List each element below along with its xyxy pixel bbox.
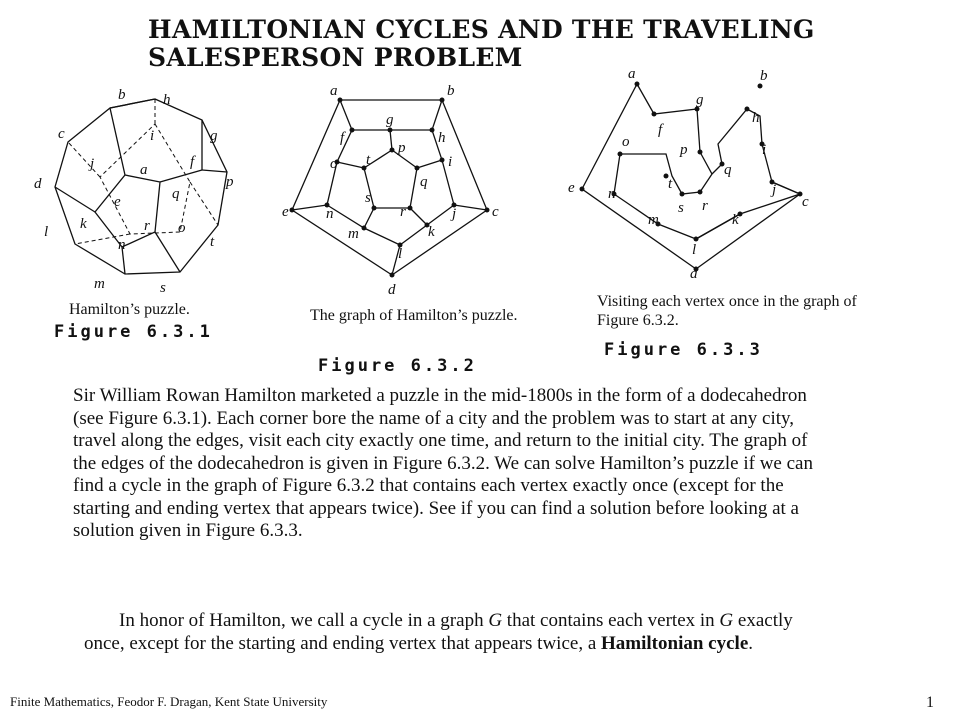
definition-var-g-2: G <box>719 610 734 631</box>
dodecahedron-front-face <box>95 175 160 247</box>
graph-label-d: d <box>388 282 396 298</box>
cycle-label-g: g <box>696 92 704 108</box>
cycle-label-f: f <box>658 122 663 138</box>
cycle-label-b: b <box>760 68 768 84</box>
dodeca-label-e: e <box>114 194 121 210</box>
dodeca-label-t: t <box>210 234 215 250</box>
graph-label-a: a <box>330 83 338 99</box>
dodeca-label-p: p <box>226 174 234 190</box>
definition-var-g-1: G <box>488 610 503 631</box>
dodeca-label-n: n <box>118 237 126 253</box>
dodeca-label-h: h <box>163 92 171 108</box>
cycle-label-m: m <box>648 212 659 228</box>
cycle-label-i: i <box>762 142 767 158</box>
graph-label-j: j <box>452 206 457 222</box>
graph-label-i: i <box>448 154 453 170</box>
cycle-label-q: q <box>724 162 732 178</box>
cycle-label-o: o <box>622 134 630 150</box>
title-line-1: HAMILTONIAN CYCLES AND THE TRAVELING <box>148 15 815 44</box>
graph-label-o: o <box>330 156 338 172</box>
graph-label-m: m <box>348 226 359 242</box>
graph-label-e: e <box>282 204 289 220</box>
dodeca-label-g: g <box>210 128 218 144</box>
cycle-label-t: t <box>668 176 673 192</box>
cycle-label-d: d <box>690 266 698 282</box>
cycle-label-p: p <box>680 142 688 158</box>
graph-label-q: q <box>420 174 428 190</box>
page-number: 1 <box>926 694 934 711</box>
cycle-label-c: c <box>802 194 809 210</box>
figure3-caption: Visiting each vertex once in the graph of Figure 6.3.2. <box>597 293 857 329</box>
dodeca-label-r: r <box>144 218 150 234</box>
graph-label-c: c <box>492 204 499 220</box>
definition-end: . <box>748 632 753 654</box>
dodeca-label-q: q <box>172 186 180 202</box>
definition-text-1: In honor of Hamilton, we call a cycle in a graph <box>119 610 489 631</box>
cycle-label-l: l <box>692 242 697 258</box>
graph-label-t: t <box>366 152 371 168</box>
cycle-label-j: j <box>772 182 777 198</box>
graph-label-s: s <box>365 190 371 206</box>
graph-label-f: f <box>340 130 345 146</box>
graph-label-g: g <box>386 112 394 128</box>
dodeca-label-l: l <box>44 224 49 240</box>
definition-paragraph <box>84 610 824 655</box>
dodeca-label-j: j <box>90 156 95 172</box>
dodeca-label-o: o <box>178 220 186 236</box>
cycle-label-k: k <box>732 212 739 228</box>
cycle-label-h: h <box>752 110 760 126</box>
graph-label-n: n <box>326 206 334 222</box>
graph-label-l: l <box>398 246 403 262</box>
dodeca-label-b: b <box>118 87 126 103</box>
hamiltonian-cycle-path <box>614 84 800 239</box>
dodeca-label-a: a <box>140 162 148 178</box>
cycle-label-s: s <box>678 200 684 216</box>
graph-label-k: k <box>428 224 435 240</box>
graph-label-b: b <box>447 83 455 99</box>
figure1-caption: Hamilton’s puzzle. <box>69 301 190 318</box>
definition-text-3: exactly once, except for the starting and ending vertex that appears twice, a <box>84 610 793 654</box>
figure2-caption: The graph of Hamilton’s puzzle. <box>310 307 518 324</box>
hamilton-graph-figure <box>282 80 532 302</box>
title-line-2: SALESPERSON PROBLEM <box>148 43 523 72</box>
dodeca-label-c: c <box>58 126 65 142</box>
figure1-label: Figure 6.3.1 <box>54 322 213 342</box>
dodeca-label-f: f <box>190 154 195 170</box>
dodecahedron-figure <box>30 82 260 297</box>
cycle-label-r: r <box>702 198 708 214</box>
graph-label-r: r <box>400 204 406 220</box>
graph-label-h: h <box>438 130 446 146</box>
intro-paragraph: Sir William Rowan Hamilton marketed a puzzle in the mid-1800s in the form of a dodecahedron (see Figure 6.3.1). Each corner bore the name of a city and the problem was to start at any city, travel along the edges, visit each city exactly one time, and return to the initial city. The graph of the edges of the dodecahedron is given in Figure 6.3.2. We can solve Hamilton’s puzzle if we can find a cycle in the graph of Figure 6.3.2 that contains each vertex exactly once (except for the starting and ending vertex that appears twice). See if you can find a solution before looking at a solution given in Figure 6.3.3. <box>73 385 813 541</box>
dodecahedron-outline <box>55 99 227 274</box>
footer-credit: Finite Mathematics, Feodor F. Dragan, Kent State University <box>10 694 328 709</box>
dodeca-label-d: d <box>34 176 42 192</box>
hamiltonian-cycle-figure <box>562 64 822 286</box>
dodeca-label-i: i <box>150 128 155 144</box>
hamiltonian-cycle-term: Hamiltonian cycle <box>601 632 749 654</box>
figure2-label: Figure 6.3.2 <box>318 356 477 376</box>
definition-text-2: that contains each vertex in <box>502 610 720 631</box>
cycle-label-n: n <box>608 186 616 202</box>
graph-label-p: p <box>398 140 406 156</box>
cycle-label-e: e <box>568 180 575 196</box>
dodeca-label-k: k <box>80 216 87 232</box>
figure3-label: Figure 6.3.3 <box>604 340 763 360</box>
dodeca-label-m: m <box>94 276 105 292</box>
cycle-label-a: a <box>628 66 636 82</box>
dodeca-label-s: s <box>160 280 166 296</box>
